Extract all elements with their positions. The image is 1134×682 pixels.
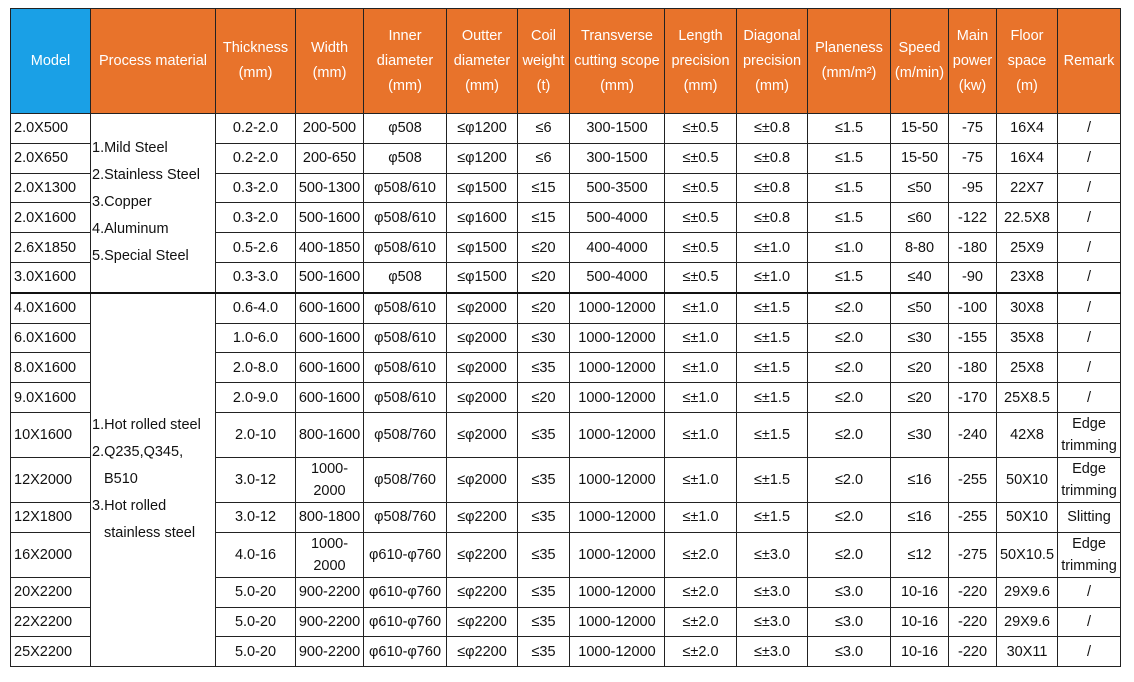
cell-length-precision: ≤±1.0 [665, 293, 737, 323]
cell-inner-diameter: φ610-φ760 [364, 577, 447, 607]
cell-main-power: -275 [949, 532, 997, 577]
cell-diagonal-precision: ≤±1.5 [737, 412, 808, 457]
cell-cutting-scope: 1000-12000 [570, 532, 665, 577]
cell-outer-diameter: ≤φ2000 [447, 293, 518, 323]
cell-length-precision: ≤±0.5 [665, 233, 737, 263]
cell-width: 200-650 [296, 143, 364, 173]
cell-floor-space: 25X9 [997, 233, 1058, 263]
cell-thickness: 3.0-12 [216, 502, 296, 532]
cell-length-precision: ≤±0.5 [665, 114, 737, 144]
cell-planeness: ≤3.0 [808, 577, 891, 607]
cell-cutting-scope: 500-3500 [570, 173, 665, 203]
cell-remark: Edge trimming [1058, 532, 1121, 577]
cell-inner-diameter: φ508/760 [364, 457, 447, 502]
cell-length-precision: ≤±1.0 [665, 323, 737, 353]
cell-model: 12X1800 [11, 502, 91, 532]
cell-outer-diameter: ≤φ1600 [447, 203, 518, 233]
cell-model: 12X2000 [11, 457, 91, 502]
cell-outer-diameter: ≤φ2000 [447, 383, 518, 413]
cell-thickness: 0.2-2.0 [216, 114, 296, 144]
cell-length-precision: ≤±1.0 [665, 353, 737, 383]
cell-length-precision: ≤±1.0 [665, 412, 737, 457]
header-row [11, 9, 1121, 114]
cell-thickness: 0.3-2.0 [216, 203, 296, 233]
cell-width: 1000-2000 [296, 532, 364, 577]
cell-width: 600-1600 [296, 353, 364, 383]
cell-speed: ≤40 [891, 262, 949, 292]
cell-length-precision: ≤±2.0 [665, 577, 737, 607]
cell-remark: / [1058, 577, 1121, 607]
cell-floor-space: 25X8 [997, 353, 1058, 383]
cell-outer-diameter: ≤φ2000 [447, 323, 518, 353]
material-line: stainless steel [104, 525, 196, 542]
cell-outer-diameter: ≤φ2000 [447, 353, 518, 383]
cell-outer-diameter: ≤φ1200 [447, 143, 518, 173]
cell-length-precision: ≤±0.5 [665, 143, 737, 173]
cell-inner-diameter: φ508/610 [364, 353, 447, 383]
cell-thickness: 5.0-20 [216, 607, 296, 637]
cell-speed: ≤50 [891, 173, 949, 203]
cell-cutting-scope: 1000-12000 [570, 577, 665, 607]
cell-model: 4.0X1600 [11, 293, 91, 323]
cell-main-power: -180 [949, 353, 997, 383]
cell-remark: / [1058, 143, 1121, 173]
material-line: 3.Hot rolled [92, 498, 167, 515]
cell-remark: / [1058, 262, 1121, 292]
cell-floor-space: 22X7 [997, 173, 1058, 203]
cell-speed: ≤20 [891, 353, 949, 383]
cell-speed: ≤50 [891, 293, 949, 323]
cell-planeness: ≤1.5 [808, 203, 891, 233]
cell-thickness: 0.3-3.0 [216, 262, 296, 292]
cell-outer-diameter: ≤φ2200 [447, 607, 518, 637]
cell-length-precision: ≤±1.0 [665, 502, 737, 532]
cell-speed: 15-50 [891, 114, 949, 144]
cell-cutting-scope: 1000-12000 [570, 323, 665, 353]
cell-width: 900-2200 [296, 577, 364, 607]
cell-inner-diameter: φ508 [364, 262, 447, 292]
cell-speed: ≤20 [891, 383, 949, 413]
cell-coil-weight: ≤20 [518, 262, 570, 292]
cell-diagonal-precision: ≤±3.0 [737, 637, 808, 667]
cell-length-precision: ≤±2.0 [665, 607, 737, 637]
cell-width: 500-1600 [296, 262, 364, 292]
cell-cutting-scope: 400-4000 [570, 233, 665, 263]
cell-length-precision: ≤±2.0 [665, 532, 737, 577]
cell-length-precision: ≤±0.5 [665, 173, 737, 203]
cell-outer-diameter: ≤φ2200 [447, 532, 518, 577]
cell-cutting-scope: 300-1500 [570, 114, 665, 144]
cell-coil-weight: ≤20 [518, 293, 570, 323]
cell-speed: ≤16 [891, 502, 949, 532]
cell-cutting-scope: 1000-12000 [570, 607, 665, 637]
cell-speed: 10-16 [891, 637, 949, 667]
header-process-material: Process material [91, 9, 216, 114]
cell-outer-diameter: ≤φ1500 [447, 233, 518, 263]
cell-model: 8.0X1600 [11, 353, 91, 383]
cell-thickness: 2.0-10 [216, 412, 296, 457]
cell-model: 25X2200 [11, 637, 91, 667]
cell-remark: / [1058, 114, 1121, 144]
material-line: 4.Aluminum [92, 221, 169, 238]
cell-length-precision: ≤±0.5 [665, 203, 737, 233]
cell-diagonal-precision: ≤±1.5 [737, 383, 808, 413]
material-line: 1.Hot rolled steel [92, 417, 201, 434]
table-row [11, 114, 1121, 144]
cell-inner-diameter: φ508/610 [364, 323, 447, 353]
cell-diagonal-precision: ≤±1.5 [737, 353, 808, 383]
cell-cutting-scope: 1000-12000 [570, 457, 665, 502]
cell-model: 16X2000 [11, 532, 91, 577]
cell-cutting-scope: 1000-12000 [570, 412, 665, 457]
cell-thickness: 0.5-2.6 [216, 233, 296, 263]
cell-inner-diameter: φ508/760 [364, 502, 447, 532]
cell-width: 500-1600 [296, 203, 364, 233]
cell-main-power: -155 [949, 323, 997, 353]
cell-speed: 10-16 [891, 607, 949, 637]
cell-planeness: ≤1.5 [808, 143, 891, 173]
cell-thickness: 0.2-2.0 [216, 143, 296, 173]
cell-model: 2.6X1850 [11, 233, 91, 263]
cell-thickness: 1.0-6.0 [216, 323, 296, 353]
cell-coil-weight: ≤6 [518, 114, 570, 144]
cell-planeness: ≤2.0 [808, 412, 891, 457]
cell-model: 2.0X1300 [11, 173, 91, 203]
header-remark: Remark [1058, 9, 1121, 114]
cell-floor-space: 29X9.6 [997, 577, 1058, 607]
cell-planeness: ≤1.5 [808, 262, 891, 292]
cell-diagonal-precision: ≤±1.5 [737, 502, 808, 532]
cell-remark: / [1058, 173, 1121, 203]
cell-remark: Edge trimming [1058, 457, 1121, 502]
cell-remark: / [1058, 383, 1121, 413]
cell-speed: 8-80 [891, 233, 949, 263]
cell-floor-space: 42X8 [997, 412, 1058, 457]
cell-coil-weight: ≤20 [518, 383, 570, 413]
cell-outer-diameter: ≤φ1500 [447, 262, 518, 292]
cell-cutting-scope: 1000-12000 [570, 383, 665, 413]
material-line: B510 [104, 471, 138, 488]
cell-remark: / [1058, 203, 1121, 233]
cell-thickness: 0.6-4.0 [216, 293, 296, 323]
cell-diagonal-precision: ≤±0.8 [737, 114, 808, 144]
cell-diagonal-precision: ≤±1.0 [737, 233, 808, 263]
cell-cutting-scope: 1000-12000 [570, 637, 665, 667]
cell-diagonal-precision: ≤±1.0 [737, 262, 808, 292]
cell-outer-diameter: ≤φ2200 [447, 577, 518, 607]
cell-width: 500-1300 [296, 173, 364, 203]
cell-diagonal-precision: ≤±1.5 [737, 457, 808, 502]
cell-speed: ≤16 [891, 457, 949, 502]
cell-width: 600-1600 [296, 293, 364, 323]
cell-floor-space: 16X4 [997, 143, 1058, 173]
cell-model: 10X1600 [11, 412, 91, 457]
cell-inner-diameter: φ508/610 [364, 233, 447, 263]
cell-remark: Slitting [1058, 502, 1121, 532]
cell-main-power: -220 [949, 637, 997, 667]
cell-length-precision: ≤±1.0 [665, 383, 737, 413]
cell-model: 6.0X1600 [11, 323, 91, 353]
cell-planeness: ≤2.0 [808, 323, 891, 353]
cell-main-power: -95 [949, 173, 997, 203]
cell-length-precision: ≤±0.5 [665, 262, 737, 292]
cell-main-power: -75 [949, 114, 997, 144]
cell-width: 1000-2000 [296, 457, 364, 502]
material-line: 3.Copper [92, 194, 152, 211]
cell-main-power: -90 [949, 262, 997, 292]
cell-model: 3.0X1600 [11, 262, 91, 292]
cell-remark: / [1058, 607, 1121, 637]
cell-main-power: -180 [949, 233, 997, 263]
header-floor-space: Floor space (m) [997, 9, 1058, 114]
material-line: 2.Q235,Q345, [92, 444, 184, 461]
cell-outer-diameter: ≤φ1500 [447, 173, 518, 203]
cell-floor-space: 30X8 [997, 293, 1058, 323]
cell-floor-space: 25X8.5 [997, 383, 1058, 413]
cell-width: 600-1600 [296, 383, 364, 413]
cell-planeness: ≤3.0 [808, 607, 891, 637]
cell-speed: 10-16 [891, 577, 949, 607]
cell-inner-diameter: φ610-φ760 [364, 637, 447, 667]
spec-table [10, 8, 1121, 667]
cell-inner-diameter: φ610-φ760 [364, 532, 447, 577]
cell-width: 900-2200 [296, 637, 364, 667]
cell-outer-diameter: ≤φ2200 [447, 502, 518, 532]
cell-planeness: ≤1.5 [808, 173, 891, 203]
header-cutting-scope: Transverse cutting scope (mm) [570, 9, 665, 114]
cell-inner-diameter: φ508 [364, 143, 447, 173]
cell-outer-diameter: ≤φ2200 [447, 637, 518, 667]
cell-planeness: ≤2.0 [808, 293, 891, 323]
cell-cutting-scope: 500-4000 [570, 203, 665, 233]
cell-speed: 15-50 [891, 143, 949, 173]
cell-planeness: ≤2.0 [808, 532, 891, 577]
cell-main-power: -255 [949, 502, 997, 532]
cell-width: 400-1850 [296, 233, 364, 263]
cell-coil-weight: ≤20 [518, 233, 570, 263]
cell-width: 900-2200 [296, 607, 364, 637]
cell-diagonal-precision: ≤±0.8 [737, 203, 808, 233]
cell-planeness: ≤2.0 [808, 353, 891, 383]
cell-main-power: -220 [949, 577, 997, 607]
cell-floor-space: 35X8 [997, 323, 1058, 353]
cell-inner-diameter: φ508/760 [364, 412, 447, 457]
cell-main-power: -240 [949, 412, 997, 457]
cell-remark: / [1058, 323, 1121, 353]
cell-floor-space: 16X4 [997, 114, 1058, 144]
cell-main-power: -100 [949, 293, 997, 323]
cell-floor-space: 50X10 [997, 502, 1058, 532]
cell-coil-weight: ≤35 [518, 457, 570, 502]
header-inner-diameter: Inner diameter (mm) [364, 9, 447, 114]
cell-model: 9.0X1600 [11, 383, 91, 413]
cell-diagonal-precision: ≤±0.8 [737, 173, 808, 203]
cell-main-power: -170 [949, 383, 997, 413]
cell-diagonal-precision: ≤±3.0 [737, 607, 808, 637]
cell-cutting-scope: 1000-12000 [570, 502, 665, 532]
cell-planeness: ≤3.0 [808, 637, 891, 667]
cell-diagonal-precision: ≤±1.5 [737, 323, 808, 353]
cell-planeness: ≤2.0 [808, 383, 891, 413]
header-coil-weight: Coil weight (t) [518, 9, 570, 114]
cell-floor-space: 23X8 [997, 262, 1058, 292]
material-line: 2.Stainless Steel [92, 167, 201, 184]
cell-width: 800-1800 [296, 502, 364, 532]
cell-outer-diameter: ≤φ2000 [447, 412, 518, 457]
cell-speed: ≤30 [891, 323, 949, 353]
cell-thickness: 4.0-16 [216, 532, 296, 577]
cell-width: 200-500 [296, 114, 364, 144]
cell-cutting-scope: 300-1500 [570, 143, 665, 173]
header-length-precision: Length precision (mm) [665, 9, 737, 114]
cell-main-power: -122 [949, 203, 997, 233]
cell-diagonal-precision: ≤±3.0 [737, 577, 808, 607]
cell-outer-diameter: ≤φ1200 [447, 114, 518, 144]
table-row [11, 293, 1121, 323]
header-model: Model [11, 9, 91, 114]
cell-remark: / [1058, 637, 1121, 667]
cell-planeness: ≤1.0 [808, 233, 891, 263]
cell-inner-diameter: φ508 [364, 114, 447, 144]
cell-coil-weight: ≤35 [518, 412, 570, 457]
cell-coil-weight: ≤35 [518, 637, 570, 667]
cell-model: 2.0X650 [11, 143, 91, 173]
cell-main-power: -75 [949, 143, 997, 173]
cell-main-power: -220 [949, 607, 997, 637]
cell-remark: Edge trimming [1058, 412, 1121, 457]
cell-diagonal-precision: ≤±1.5 [737, 293, 808, 323]
cell-cutting-scope: 500-4000 [570, 262, 665, 292]
material-line: 5.Special Steel [92, 248, 189, 265]
cell-speed: ≤60 [891, 203, 949, 233]
cell-inner-diameter: φ508/610 [364, 173, 447, 203]
cell-model: 2.0X1600 [11, 203, 91, 233]
cell-coil-weight: ≤15 [518, 203, 570, 233]
cell-thickness: 3.0-12 [216, 457, 296, 502]
cell-thickness: 5.0-20 [216, 637, 296, 667]
process-material-group-2 [91, 293, 216, 667]
cell-remark: / [1058, 293, 1121, 323]
cell-cutting-scope: 1000-12000 [570, 353, 665, 383]
header-speed: Speed (m/min) [891, 9, 949, 114]
cell-width: 800-1600 [296, 412, 364, 457]
cell-floor-space: 30X11 [997, 637, 1058, 667]
cell-diagonal-precision: ≤±0.8 [737, 143, 808, 173]
cell-length-precision: ≤±1.0 [665, 457, 737, 502]
cell-remark: / [1058, 353, 1121, 383]
cell-model: 20X2200 [11, 577, 91, 607]
cell-inner-diameter: φ508/610 [364, 293, 447, 323]
cell-main-power: -255 [949, 457, 997, 502]
cell-coil-weight: ≤35 [518, 502, 570, 532]
cell-planeness: ≤1.5 [808, 114, 891, 144]
cell-planeness: ≤2.0 [808, 502, 891, 532]
cell-thickness: 2.0-8.0 [216, 353, 296, 383]
cell-outer-diameter: ≤φ2000 [447, 457, 518, 502]
material-line: 1.Mild Steel [92, 140, 168, 157]
cell-coil-weight: ≤15 [518, 173, 570, 203]
cell-planeness: ≤2.0 [808, 457, 891, 502]
cell-width: 600-1600 [296, 323, 364, 353]
header-planeness: Planeness (mm/m²) [808, 9, 891, 114]
cell-coil-weight: ≤30 [518, 323, 570, 353]
spec-table-container [10, 8, 1121, 667]
cell-coil-weight: ≤6 [518, 143, 570, 173]
cell-thickness: 5.0-20 [216, 577, 296, 607]
cell-model: 2.0X500 [11, 114, 91, 144]
header-outer-diameter: Outter diameter (mm) [447, 9, 518, 114]
cell-model: 22X2200 [11, 607, 91, 637]
cell-inner-diameter: φ508/610 [364, 203, 447, 233]
cell-inner-diameter: φ610-φ760 [364, 607, 447, 637]
header-thickness: Thickness (mm) [216, 9, 296, 114]
cell-speed: ≤30 [891, 412, 949, 457]
cell-speed: ≤12 [891, 532, 949, 577]
cell-floor-space: 50X10.5 [997, 532, 1058, 577]
cell-thickness: 0.3-2.0 [216, 173, 296, 203]
cell-floor-space: 22.5X8 [997, 203, 1058, 233]
cell-coil-weight: ≤35 [518, 532, 570, 577]
cell-cutting-scope: 1000-12000 [570, 293, 665, 323]
table-body [11, 114, 1121, 667]
cell-diagonal-precision: ≤±3.0 [737, 532, 808, 577]
cell-coil-weight: ≤35 [518, 577, 570, 607]
cell-length-precision: ≤±2.0 [665, 637, 737, 667]
process-material-group-1 [91, 114, 216, 293]
cell-floor-space: 50X10 [997, 457, 1058, 502]
cell-inner-diameter: φ508/610 [364, 383, 447, 413]
cell-thickness: 2.0-9.0 [216, 383, 296, 413]
cell-coil-weight: ≤35 [518, 607, 570, 637]
cell-floor-space: 29X9.6 [997, 607, 1058, 637]
cell-remark: / [1058, 233, 1121, 263]
header-main-power: Main power (kw) [949, 9, 997, 114]
header-diagonal-precision: Diagonal precision (mm) [737, 9, 808, 114]
cell-coil-weight: ≤35 [518, 353, 570, 383]
header-width: Width (mm) [296, 9, 364, 114]
